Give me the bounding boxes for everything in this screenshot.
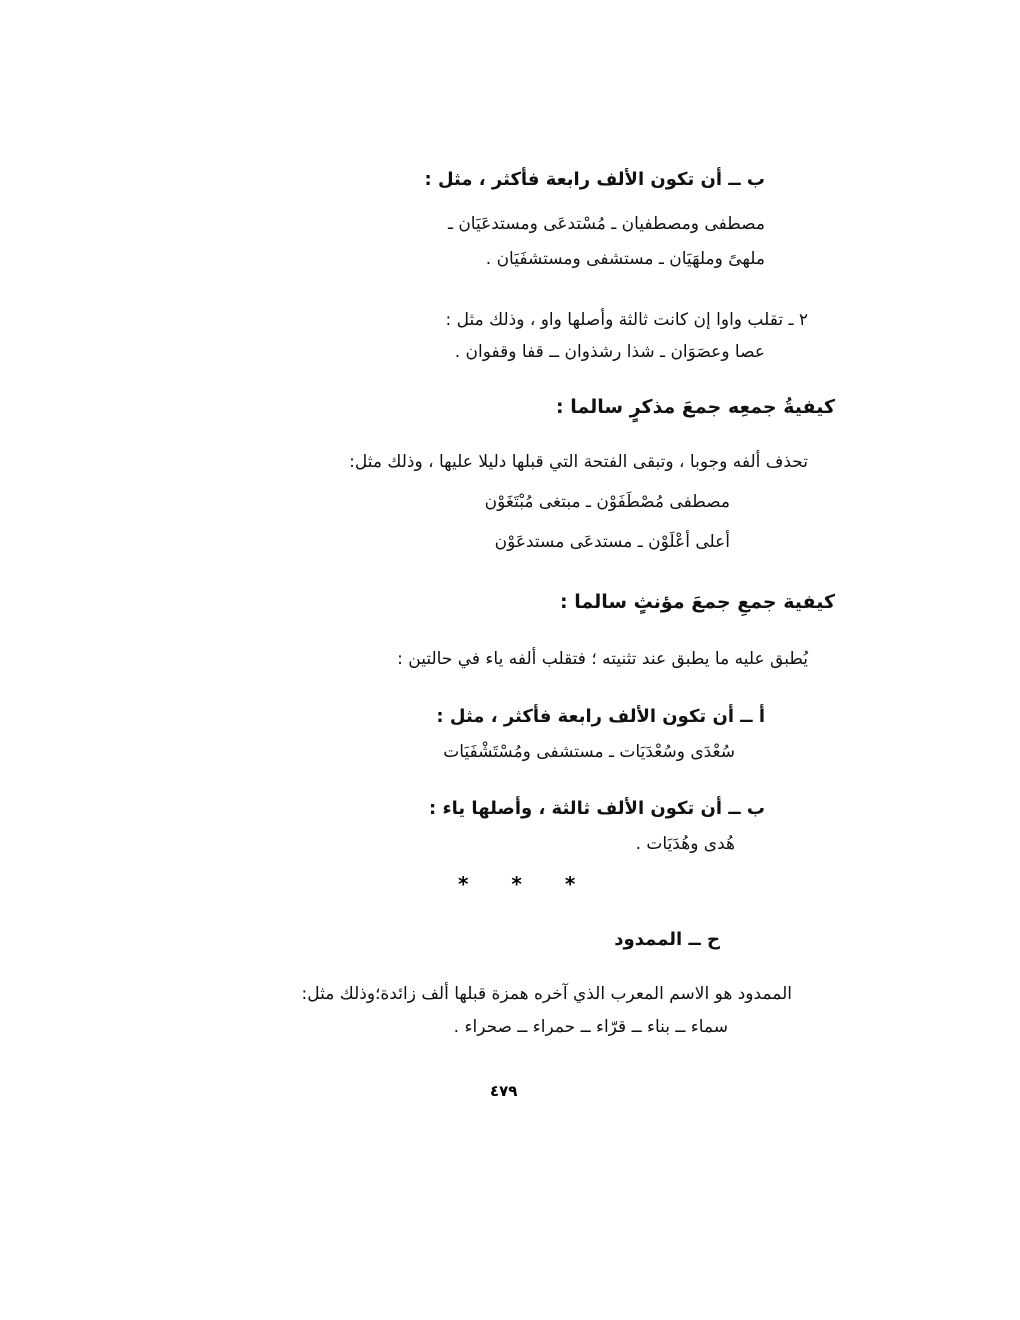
masc-plural-example-1: مصطفى مُصْطَفَوْن ـ مبتغى مُبْتَغَوْن xyxy=(484,492,730,512)
masc-plural-text: تحذف ألفه وجوبا ، وتبقى الفتحة التي قبلها دليلا عليها ، وذلك مثل: xyxy=(349,452,808,472)
fem-case-a-heading: أ ــ أن تكون الألف رابعة فأكثر ، مثل : xyxy=(436,706,765,727)
fem-case-b-heading: ب ــ أن تكون الألف ثالثة ، وأصلها ياء : xyxy=(428,798,765,819)
section-b-example-2: ملهىً وملهَيَان ـ مستشفى ومستشفَيَان . xyxy=(485,249,765,269)
section-b-example-1: مصطفى ومصطفيان ـ مُسْتدعَى ومستدعَيَان ـ xyxy=(447,214,765,234)
mamdud-heading: ح ــ الممدود xyxy=(614,929,720,950)
rule-2-text: ٢ ـ تقلب واوا إن كانت ثالثة وأصلها واو ، وذلك مثل : xyxy=(445,310,808,330)
mamdud-text: الممدود هو الاسم المعرب الذي آخره همزة قبلها ألف زائدة؛وذلك مثل: xyxy=(301,984,792,1004)
masc-plural-example-2: أعلى أعْلَوْن ـ مستدعَى مستدعَوْن xyxy=(494,532,730,552)
masc-plural-heading: كيفيةُ جمعِه جمعَ مذكرٍ سالما : xyxy=(556,396,835,418)
fem-plural-text: يُطبق عليه ما يطبق عند تثنيته ؛ فتقلب ألفه ياء في حالتين : xyxy=(397,649,808,669)
section-separator: * * * xyxy=(458,872,594,896)
mamdud-examples: سماء ــ بناء ــ قرّاء ــ حمراء ــ صحراء . xyxy=(453,1017,728,1037)
section-b-heading: ب ــ أن تكون الألف رابعة فأكثر ، مثل : xyxy=(424,169,765,190)
fem-case-b-examples: هُدى وهُدَيَات . xyxy=(635,834,735,854)
page-number: ٤٧٩ xyxy=(490,1082,518,1100)
rule-2-examples: عصا وعصَوَان ـ شذا رشذوان ــ قفا وقفوان . xyxy=(454,342,765,362)
fem-plural-heading: كيفية جمعِ جمعَ مؤنثٍ سالما : xyxy=(560,591,835,613)
fem-case-a-examples: سُعْدَى وسُعْدَيَات ـ مستشفى ومُسْتَشْفَيَات xyxy=(443,742,735,762)
